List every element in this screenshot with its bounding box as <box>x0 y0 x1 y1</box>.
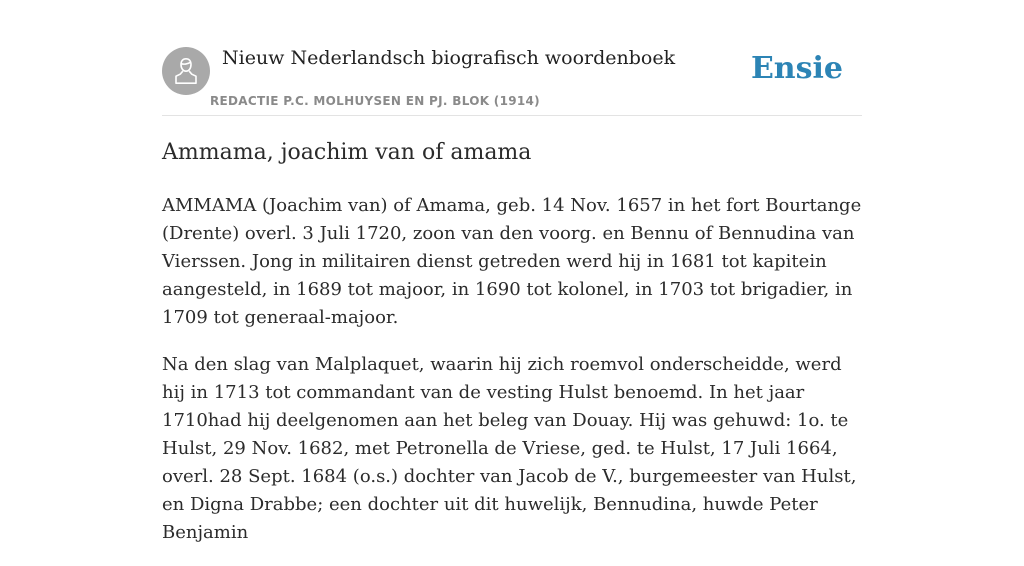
avatar[interactable] <box>162 47 210 95</box>
user-silhouette-icon <box>173 56 199 86</box>
book-header <box>162 46 862 116</box>
entry-body <box>162 192 866 566</box>
entry-paragraph: Na den slag van Malplaquet, waarin hij zich roemvol onderscheidde, werd hij in 1713 tot commandant van de vesting Hulst benoemd. In het jaar 1710had hij deelgenomen aan het beleg van Douay. Hij was gehuwd: 1o. te Hulst, 29 Nov. 1682, met Petronella de Vriese, ged. te Hulst, 17 Juli 1664, overl. 28 Sept. 1684 (o.s.) dochter van Jacob de V., burgemeester van Hulst, en Digna Drabbe; een dochter uit dit huwelijk, Bennudina, huwde Peter Benjamin <box>162 354 857 543</box>
book-title[interactable]: Nieuw Nederlandsch biografisch woordenboek <box>222 47 676 69</box>
book-editors: REDACTIE P.C. MOLHUYSEN EN PJ. BLOK (1914) <box>210 94 540 108</box>
entry-paragraph: AMMAMA (Joachim van) of Amama, geb. 14 Nov. 1657 in het fort Bourtange (Drente) overl. 3 Juli 1720, zoon van den voorg. en Bennu of Bennudina van Vierssen. Jong in militairen dienst getreden werd hij in 1681 tot kapitein aangesteld, in 1689 tot majoor, in 1690 tot kolonel, in 1703 tot brigadier, in 1709 tot generaal-majoor. <box>162 195 862 328</box>
entry-title: Ammama, joachim van of amama <box>162 140 532 165</box>
ensie-logo-link[interactable]: Ensie <box>750 51 843 86</box>
